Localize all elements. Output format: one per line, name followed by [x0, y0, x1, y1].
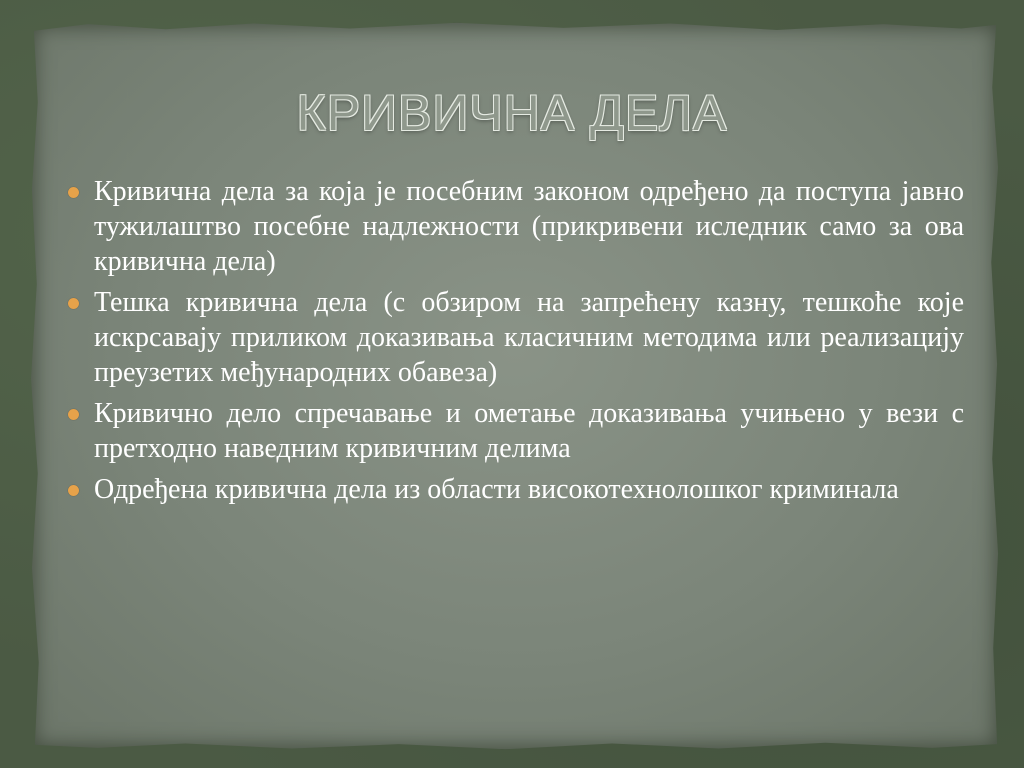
bullet-item-1 — [62, 174, 964, 279]
slide-title: КРИВИЧНА ДЕЛА — [296, 85, 728, 141]
bullet-text: Кривична дела за која је посебним законом одређено да поступа јавно тужилаштво посебне надлежности (прикривени иследник само за ова кривична дела) — [94, 176, 964, 277]
bullet-list — [62, 174, 964, 513]
bullet-item-4 — [62, 472, 964, 507]
bullet-dot-icon — [68, 187, 79, 198]
bullet-item-3 — [62, 396, 964, 466]
bullet-text: Тешка кривична дела (с обзиром на запрећену казну, тешкоће које искрсавају приликом доказивања класичним методима или реализацију преузетих међународних обавеза) — [94, 287, 964, 388]
bullet-dot-icon — [68, 485, 79, 496]
bullet-text: Кривично дело спречавање и ометање доказивања учињено у вези с претходно наведним кривичним делима — [94, 398, 964, 464]
bullet-dot-icon — [68, 409, 79, 420]
bullet-item-2 — [62, 285, 964, 390]
bullet-dot-icon — [68, 298, 79, 309]
bullet-text: Одређена кривична дела из области високотехнолошког криминала — [94, 474, 899, 505]
